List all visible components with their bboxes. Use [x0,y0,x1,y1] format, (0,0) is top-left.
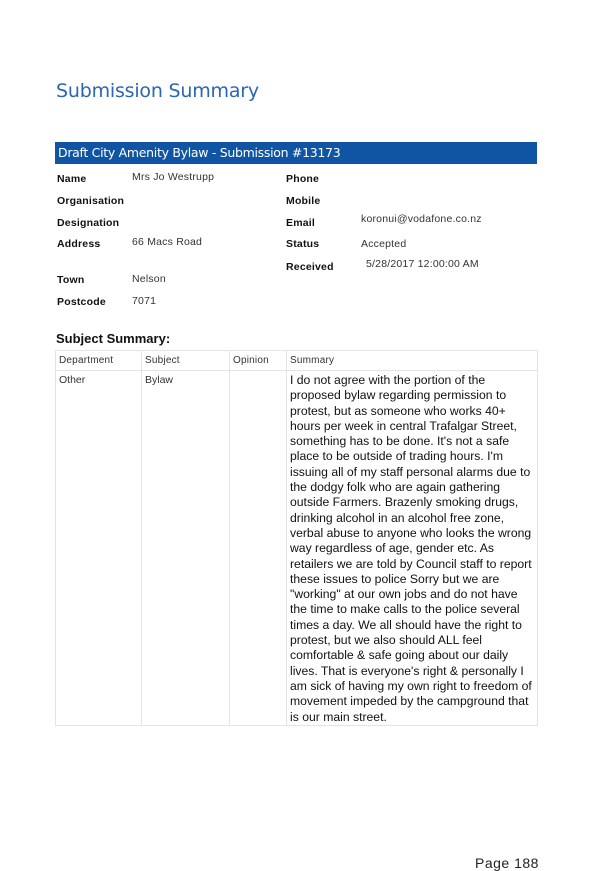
email-value: koronui@vodafone.co.nz [361,213,482,225]
subject-table [55,350,538,726]
received-label: Received [286,261,334,273]
page-title: Submission Summary [56,80,259,102]
received-value: 5/28/2017 12:00:00 AM [366,258,479,270]
email-label: Email [286,217,316,229]
column-header-opinion: Opinion [230,351,287,371]
submission-header: Draft City Amenity Bylaw - Submission #13173 [55,142,537,164]
town-value: Nelson [132,273,166,285]
mobile-label: Mobile [286,195,321,207]
phone-label: Phone [286,173,320,185]
postcode-label: Postcode [57,296,106,308]
designation-label: Designation [57,217,120,229]
name-label: Name [57,173,87,185]
name-value: Mrs Jo Westrupp [132,171,215,183]
column-header-department: Department [56,351,142,371]
table-row [56,371,538,726]
page-number: Page 188 [475,855,539,871]
subject-cell: Bylaw [142,371,230,726]
town-label: Town [57,274,85,286]
summary-cell: I do not agree with the portion of the proposed bylaw regarding permission to protest, but as someone who works 40+ hours per week in central Trafalgar Street, something has to be done. It's not a safe place to be outside of trading hours. I'm issuing all of my staff personal alarms due to the dodgy folk who are again gathering outside Farmers. Brazenly smoking drugs, drinking alcohol in an alcohol free zone, verbal abuse to anyone who looks the wrong way regardless of age, gender etc. As retailers we are told by Council staff to report these issues to police Sorry but we are "working" at our own jobs and do not have the time to make calls to the police several times a day. We all should have the right to protest, but we also should ALL feel comfortable & safe going about our daily lives. That is everyone's right & personally I am sick of having my own right to freedom of movement impeded by the campground that is our main street. [287,371,538,726]
opinion-cell [230,371,287,726]
address-value: 66 Macs Road [132,236,203,248]
subject-summary-heading: Subject Summary: [56,331,171,346]
postcode-value: 7071 [132,295,157,307]
organisation-label: Organisation [57,195,125,207]
status-label: Status [286,238,320,250]
column-header-summary: Summary [287,351,538,371]
department-cell: Other [56,371,142,726]
column-header-subject: Subject [142,351,230,371]
address-label: Address [57,238,101,250]
status-value: Accepted [361,238,407,250]
table-header-row [56,351,538,371]
